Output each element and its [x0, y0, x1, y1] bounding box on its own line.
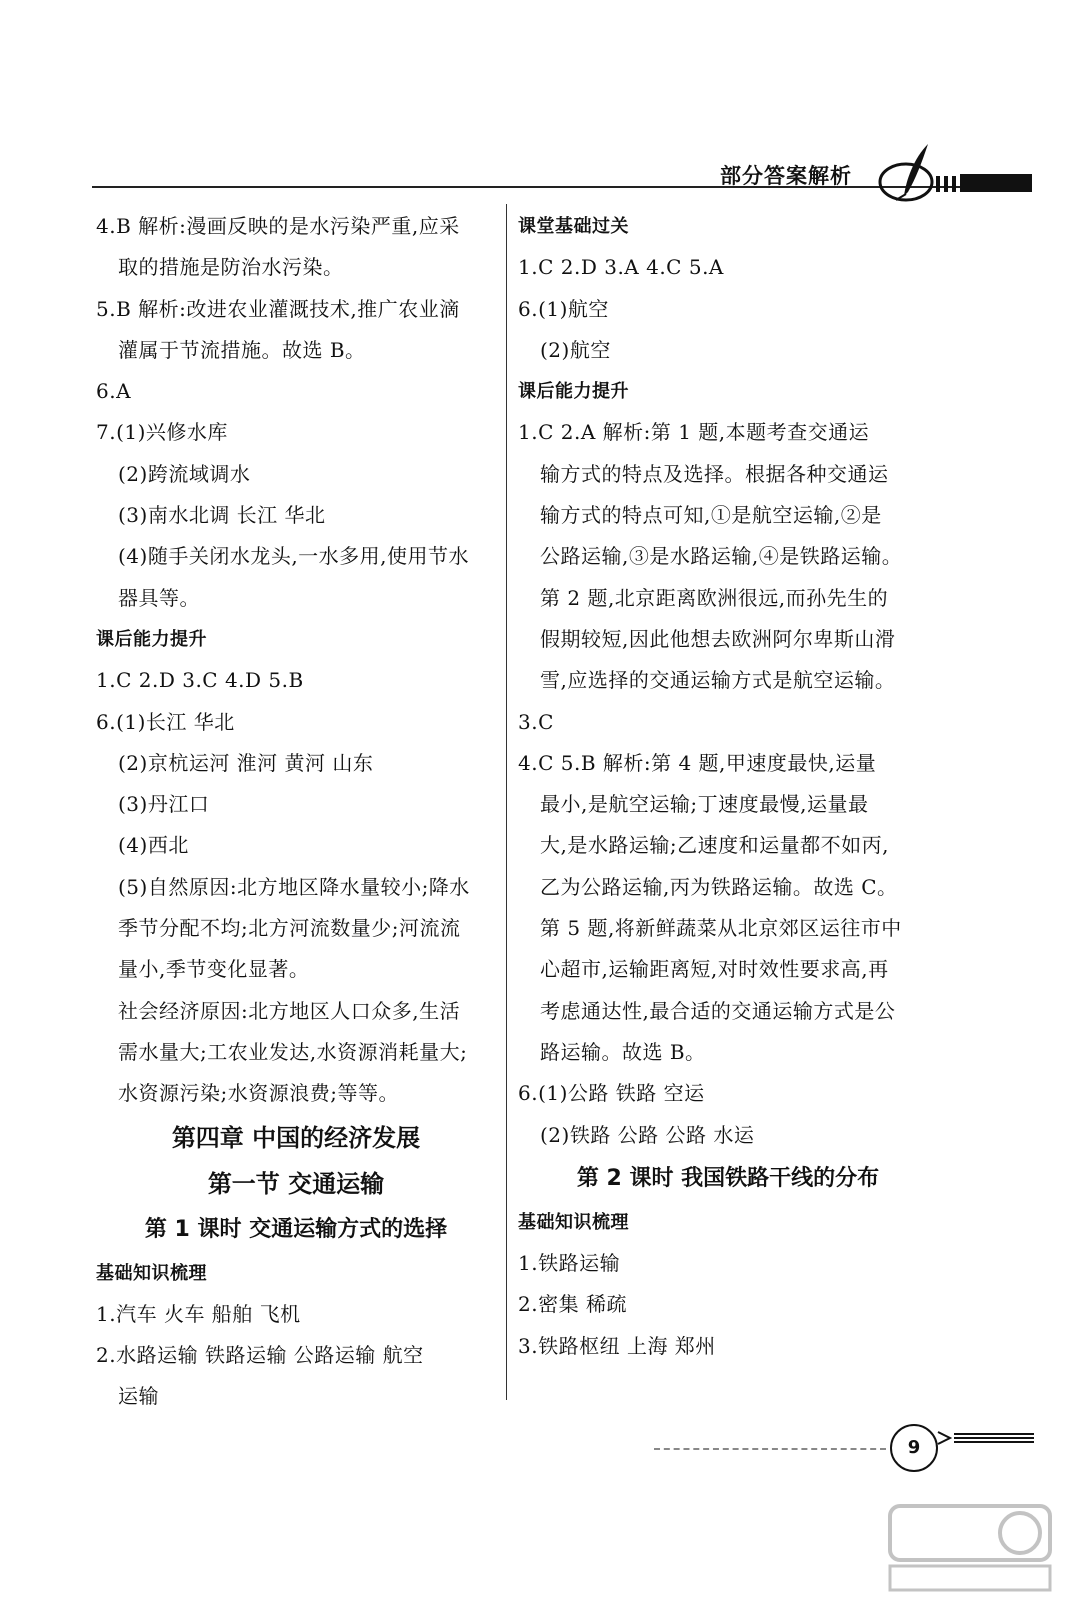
answer-line: (3)南水北调 长江 华北 [118, 503, 326, 528]
feather-pen-icon [876, 140, 936, 202]
header-bar-decoration [936, 172, 1032, 194]
answer-line: 1.C 2.A 解析:第 1 题,本题考查交通运 [518, 420, 870, 445]
answer-line: 1.C 2.D 3.A 4.C 5.A [518, 255, 724, 280]
answer-line: 路运输。故选 B。 [540, 1039, 706, 1064]
answer-line: 6.(1)长江 华北 [96, 709, 235, 734]
answer-line: 4.C 5.B 解析:第 4 题,甲速度最快,运量 [518, 750, 877, 775]
subsection-heading: 基础知识梳理 [96, 1262, 207, 1284]
subsection-heading: 课后能力提升 [96, 628, 207, 650]
answer-line: 最小,是航空运输;丁速度最慢,运量最 [540, 792, 869, 817]
subsection-heading: 基础知识梳理 [518, 1211, 629, 1233]
footer-arrow-decoration [936, 1428, 1036, 1448]
section-title: 第一节 交通运输 [207, 1169, 385, 1198]
lesson-1-title: 第 1 课时 交通运输方式的选择 [144, 1216, 448, 1242]
answer-line: 大,是水路运输;乙速度和运量都不如丙, [540, 833, 889, 858]
header-title: 部分答案解析 [720, 164, 852, 188]
left-column [96, 206, 496, 1418]
answer-line: 输方式的特点及选择。根据各种交通运 [540, 461, 889, 486]
answer-line: 7.(1)兴修水库 [96, 420, 228, 445]
answer-line: (4)随手关闭水龙头,一水多用,使用节水 [118, 544, 470, 569]
answer-line: (2)航空 [540, 337, 611, 362]
watermark-logo [880, 1500, 1060, 1596]
answer-line: (3)丹江口 [118, 792, 210, 817]
answer-line: 假期较短,因此他想去欧洲阿尔卑斯山滑 [540, 626, 896, 651]
answer-line: 5.B 解析:改进农业灌溉技术,推广农业滴 [96, 296, 460, 321]
page-number: 9 [890, 1424, 938, 1472]
answer-line: 社会经济原因:北方地区人口众多,生活 [118, 998, 461, 1023]
answer-line: 心超市,运输距离短,对时效性要求高,再 [540, 957, 889, 982]
answer-line: (2)跨流域调水 [118, 461, 251, 486]
subsection-heading: 课后能力提升 [518, 381, 629, 403]
answer-line: 考虑通达性,最合适的交通运输方式是公 [540, 998, 896, 1023]
answer-line: 3.铁路枢纽 上海 郑州 [518, 1333, 716, 1358]
answer-line: 2.密集 稀疏 [518, 1292, 627, 1317]
answer-line: 乙为公路运输,丙为铁路运输。故选 C。 [540, 874, 898, 899]
footer-dashed-rule [654, 1448, 886, 1450]
answer-line: 6.A [96, 379, 132, 404]
answer-line: 第 2 题,北京距离欧洲很远,而孙先生的 [540, 585, 889, 610]
column-divider [506, 204, 507, 1400]
answer-line: 第 5 题,将新鲜蔬菜从北京郊区运往市中 [540, 916, 902, 941]
answer-line: 季节分配不均;北方河流数量少;河流流 [118, 916, 461, 941]
answer-line: 1.C 2.D 3.C 4.D 5.B [96, 668, 304, 693]
answer-line: 灌属于节流措施。故选 B。 [118, 337, 366, 362]
answer-line: 1.汽车 火车 船舶 飞机 [96, 1301, 301, 1326]
right-column [518, 206, 938, 1367]
answer-line: 雪,应选择的交通运输方式是航空运输。 [540, 668, 896, 693]
answer-line: 运输 [118, 1384, 159, 1409]
answer-line: 4.B 解析:漫画反映的是水污染严重,应采 [96, 214, 460, 238]
answer-line: 公路运输,③是水路运输,④是铁路运输。 [540, 544, 903, 569]
answer-line: 取的措施是防治水污染。 [118, 255, 344, 280]
answer-line: 水资源污染;水资源浪费;等等。 [118, 1081, 399, 1106]
answer-line: 器具等。 [118, 585, 200, 610]
answer-line: 2.水路运输 铁路运输 公路运输 航空 [96, 1343, 424, 1368]
answer-line: 需水量大;工农业发达,水资源消耗量大; [118, 1039, 468, 1064]
answer-line: 3.C [518, 709, 554, 734]
answer-line: 量小,季节变化显著。 [118, 957, 310, 982]
answer-line: (4)西北 [118, 833, 189, 858]
chapter-title: 第四章 中国的经济发展 [171, 1123, 421, 1152]
answer-line: 1.铁路运输 [518, 1251, 621, 1276]
answer-line: (2)京杭运河 淮河 黄河 山东 [118, 750, 374, 775]
answer-line: (5)自然原因:北方地区降水量较小;降水 [118, 874, 470, 899]
subsection-heading: 课堂基础过关 [518, 216, 629, 237]
lesson-2-title: 第 2 课时 我国铁路干线的分布 [576, 1165, 880, 1191]
answer-line: 6.(1)公路 铁路 空运 [518, 1081, 705, 1106]
answer-line: 输方式的特点可知,①是航空运输,②是 [540, 503, 882, 528]
answer-line: (2)铁路 公路 公路 水运 [540, 1122, 755, 1147]
answer-line: 6.(1)航空 [518, 296, 609, 321]
